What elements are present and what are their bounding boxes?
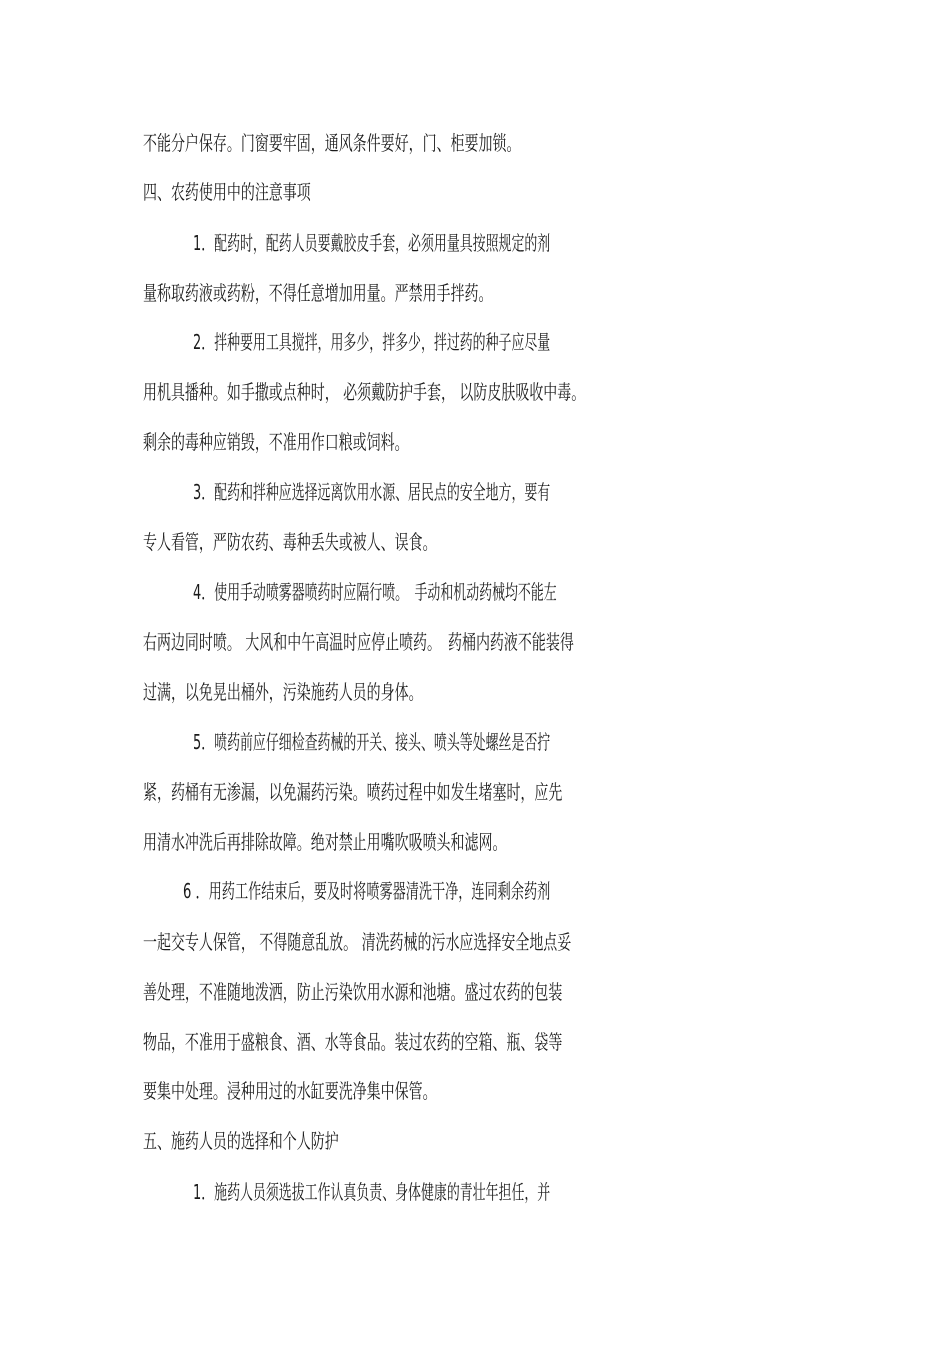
text-line: 一起交专人保管， 不得随意乱放。 清洗药械的污水应选择安全地点妥 [143, 930, 572, 954]
text-line: 3．配药和拌种应选择远离饮用水源、居民点的安全地方，要有 [193, 480, 551, 504]
text-line: 量称取药液或药粉，不得任意增加用量。严禁用手拌药。 [143, 281, 493, 305]
text-line: 物品，不准用于盛粮食、酒、水等食品。装过农药的空箱、瓶、袋等 [143, 1030, 563, 1054]
text-line: 1．施药人员须选拔工作认真负责、身体健康的青壮年担任，并 [193, 1180, 551, 1204]
text-line: 过满，以免晃出桶外，污染施药人员的身体。 [143, 680, 423, 704]
text-line: 紧，药桶有无渗漏，以免漏药污染。喷药过程中如发生堵塞时，应先 [143, 780, 563, 804]
section-heading: 五、施药人员的选择和个人防护 [143, 1129, 339, 1153]
section-heading: 四、农药使用中的注意事项 [143, 180, 311, 204]
text-line: 善处理，不准随地泼洒，防止污染饮用水源和池塘。盛过农药的包装 [143, 980, 563, 1004]
text-line: 用清水冲洗后再排除故障。绝对禁止用嘴吹吸喷头和滤网。 [143, 830, 507, 854]
text-line: 剩余的毒种应销毁，不准用作口粮或饲料。 [143, 430, 409, 454]
text-line: 专人看管，严防农药、毒种丢失或被人、误食。 [143, 530, 437, 554]
text-line: 1．配药时，配药人员要戴胶皮手套，必须用量具按照规定的剂 [193, 231, 551, 255]
text-line: 4．使用手动喷雾器喷药时应隔行喷。 手动和机动药械均不能左 [193, 580, 557, 604]
text-line: 2．拌种要用工具搅拌，用多少，拌多少，拌过药的种子应尽量 [193, 330, 551, 354]
text-line: 要集中处理。浸种用过的水缸要洗净集中保管。 [143, 1079, 437, 1103]
text-line: 5．喷药前应仔细检查药械的开关、接头、喷头等处螺丝是否拧 [193, 730, 551, 754]
text-line: 不能分户保存。门窗要牢固，通风条件要好，门、柜要加锁。 [143, 131, 521, 155]
text-line: 用机具播种。如手撒或点种时， 必须戴防护手套， 以防皮肤吸收中毒。 [143, 380, 586, 404]
text-line: 6 ．用药工作结束后，要及时将喷雾器清洗干净，连同剩余药剂 [183, 879, 551, 903]
text-line: 右两边同时喷。 大风和中午高温时应停止喷药。 药桶内药液不能装得 [143, 630, 574, 654]
